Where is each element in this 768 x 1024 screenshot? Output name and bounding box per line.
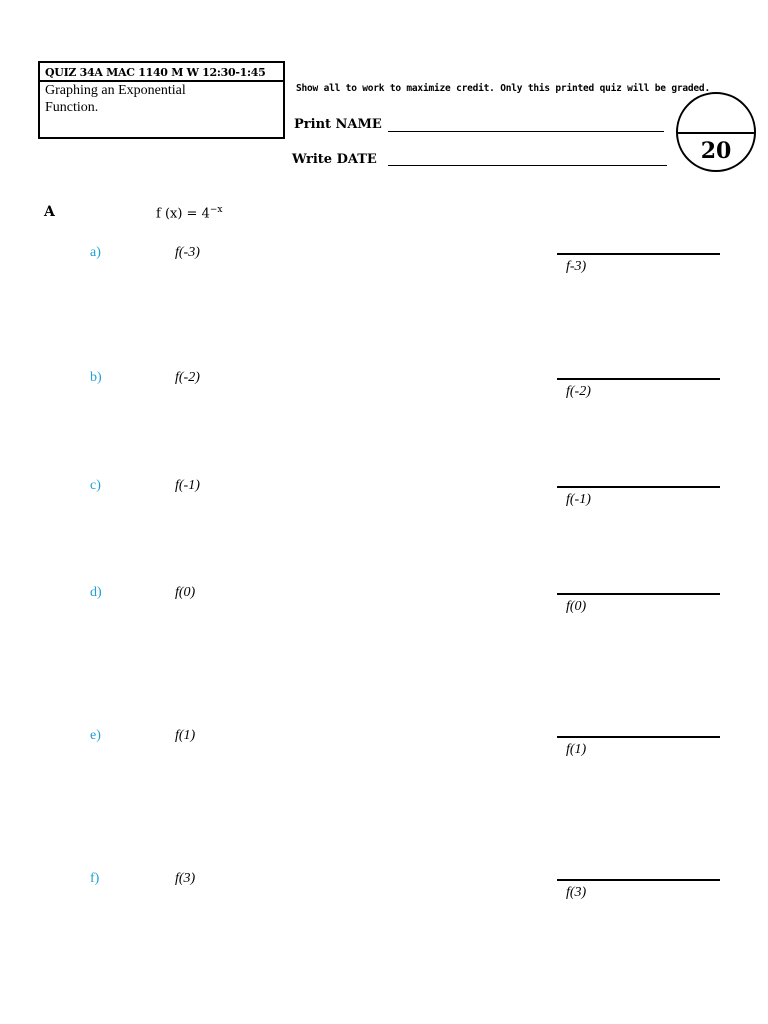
answer-line[interactable] (557, 378, 720, 380)
instructions-text: Show all to work to maximize credit. Only this printed quiz will be graded. (296, 83, 710, 94)
score-total: 20 (700, 138, 732, 164)
answer-label: f-3) (566, 259, 587, 274)
answer-label: f(3) (566, 885, 587, 900)
problem-expression: f(0) (175, 585, 196, 600)
date-field[interactable] (388, 165, 667, 166)
quiz-title: QUIZ 34A MAC 1140 M W 12:30-1:45 (40, 63, 283, 82)
problem-item (0, 245, 768, 305)
problem-expression: f(-3) (175, 245, 200, 260)
problem-label: f) (90, 871, 100, 886)
answer-line[interactable] (557, 593, 720, 595)
answer-line[interactable] (557, 879, 720, 881)
problem-expression: f(3) (175, 871, 196, 886)
problem-item (0, 585, 768, 645)
problem-item (0, 728, 768, 788)
function-exponent: −x (209, 205, 223, 215)
problem-item (0, 478, 768, 538)
function-definition (156, 205, 222, 221)
quiz-subtitle (40, 82, 283, 116)
problem-expression: f(-2) (175, 370, 200, 385)
problem-item (0, 871, 768, 931)
quiz-subtitle-line2: Function. (45, 100, 99, 115)
score-divider (678, 132, 754, 134)
quiz-subtitle-line1: Graphing an Exponential (45, 83, 186, 98)
answer-label: f(-2) (566, 384, 591, 399)
problem-expression: f(-1) (175, 478, 200, 493)
answer-line[interactable] (557, 736, 720, 738)
section-letter: A (44, 204, 55, 220)
date-label: Write DATE (292, 152, 377, 167)
problem-label: c) (90, 478, 101, 493)
answer-label: f(1) (566, 742, 587, 757)
name-label: Print NAME (294, 117, 382, 132)
quiz-header-box (38, 61, 285, 139)
problem-label: d) (90, 585, 102, 600)
function-text: f (x) = 4 (156, 206, 210, 222)
problem-label: e) (90, 728, 101, 743)
problem-label: a) (90, 245, 101, 260)
answer-label: f(-1) (566, 492, 591, 507)
answer-label: f(0) (566, 599, 587, 614)
answer-line[interactable] (557, 253, 720, 255)
problem-label: b) (90, 370, 102, 385)
score-circle (676, 92, 756, 172)
name-field[interactable] (388, 131, 664, 132)
problem-item (0, 370, 768, 430)
answer-line[interactable] (557, 486, 720, 488)
problem-expression: f(1) (175, 728, 196, 743)
